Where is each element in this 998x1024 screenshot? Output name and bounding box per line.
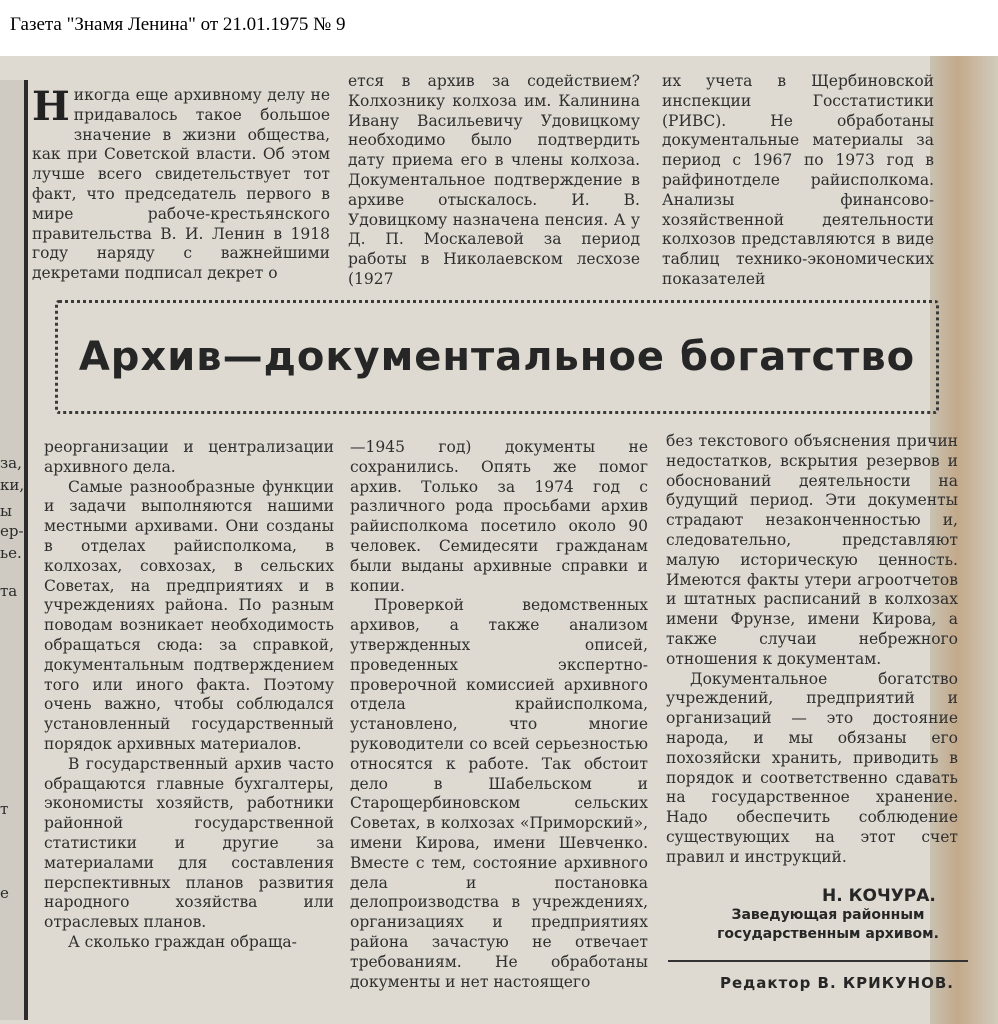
fragment-text: ки,	[0, 476, 25, 494]
fragment-text: ье.	[0, 544, 22, 562]
paragraph: Документальное богатство учреждений, предприятий и организаций — это достояние народа, и мы обязаны его похозяйски хранить, приводить в порядок и соответственно сдавать на государственное хранение. Надо обеспечить соблюдение существующих на этот счет правил и инструкций.	[666, 669, 958, 866]
paragraph: ется в архив за содействием? Колхознику колхоза им. Калинина Ивану Васильевичу Удовицкому необходимо было подтвердить дату приема его в члены колхоза. Документальное подтверждение в архиве отыскалось. И. В. Удовицкому назначена пенсия. А у Д. П. Москалевой за период работы в Николаевском лесхозе (1927	[348, 72, 640, 288]
fragment-text: е	[0, 884, 9, 902]
fragment-text: ы	[0, 502, 12, 520]
separator-line	[668, 960, 968, 962]
article-top-column-1	[32, 83, 330, 284]
paragraph: А сколько граждан обраща-	[68, 932, 297, 951]
fragment-text: т	[0, 800, 9, 818]
fragment-text: та	[0, 582, 18, 600]
fragment-text: ер-	[0, 522, 24, 540]
article-top-column-3	[662, 72, 934, 290]
paragraph: Самые разнообразные функции и задачи выполняются нашими местными архивами. Они созданы в отделах райисполкома, в колхозах, совхозах, в сельских Советах, на предприятиях и в учреждениях района. По разным поводам возникает необходимость обращаться сюда: за справкой, документальным подтверждением того или иного факта. Поэтому очень важно, чтобы соблюдался установленный государственный порядок архивных материалов.	[44, 477, 334, 753]
paragraph: их учета в Щербиновской инспекции Госстатистики (РИВС). Не обработаны документальные материалы за период с 1967 по 1973 год в райфинотделе райисполкома. Анализы финансово-хозяйственной деятельности колхозов представляются в виде таблиц технико-экономических показателей	[662, 72, 934, 288]
paragraph: Проверкой ведомственных архивов, а также анализом утвержденных описей, проведенных экспертно-проверочной комиссией архивного отдела крайисполкома, установлено, что многие руководители со всей серьезностью относятся к работе. Так обстоит дело в Шабельском и Старощербиновском сельских Советах, в колхозах «Приморский», имени Кирова, имени Шевченко. Вместе с тем, состояние архивного дела и постановка делопроизводства в учреждениях, организациях и предприятиях района зачастую не отвечает требованиям. Не обработаны документы и нет настоящего	[350, 596, 648, 991]
article-bottom-column-1	[44, 438, 334, 953]
author-title: Заведующая районным государственным архивом.	[717, 907, 939, 942]
paragraph: икогда еще архивному делу не придавалось такое большое значение в жизни общества, как при Советской власти. Об этом лучше всего свидетельствует тот факт, что председатель первого в мире рабоче-крестьянского правительства В. И. Ленин в 1918 году наряду с важнейшими декретами подписал декрет о	[32, 86, 330, 283]
article-top-column-2	[348, 72, 640, 290]
headline: Архив—документальное богатство	[78, 334, 916, 380]
paragraph: реорганизации и централизации архивного дела.	[44, 438, 334, 476]
fragment-text: за,	[0, 454, 22, 472]
editor-line: Редактор В. КРИКУНОВ.	[720, 974, 954, 992]
article-bottom-column-3	[666, 432, 958, 868]
paragraph: В государственный архив часто обращаются главные бухгалтеры, экономисты хозяйств, работники районной государственной статистики и другие за материалами для составления перспективных планов развития народного хозяйства или отраслевых планов.	[44, 754, 334, 932]
paragraph: —1945 год) документы не сохранились. Опять же помог архив. Только за 1974 год с различного рода просьбами архив райисполкома посетило около 90 человек. Семидесяти гражданам были выданы архивные справки и копии.	[350, 438, 648, 595]
image-caption-bar	[0, 0, 998, 56]
image-caption: Газета "Знамя Ленина" от 21.01.1975 № 9	[10, 14, 346, 35]
paragraph: без текстового объяснения причин недостатков, вскрытия резервов и обоснований деятельности на будущий период. Эти документы страдают незаконченностью и, следовательно, представляют малую историческую ценность. Имеются факты утери агроотчетов и штатных расписаний в колхозах имени Фрунзе, имени Кирова, а также случаи небрежного отношения к документам.	[666, 432, 958, 668]
article-bottom-column-2	[350, 438, 648, 992]
headline-frame	[55, 300, 939, 414]
drop-cap: Н	[32, 83, 70, 130]
author-name: Н. КОЧУРА.	[822, 886, 936, 906]
